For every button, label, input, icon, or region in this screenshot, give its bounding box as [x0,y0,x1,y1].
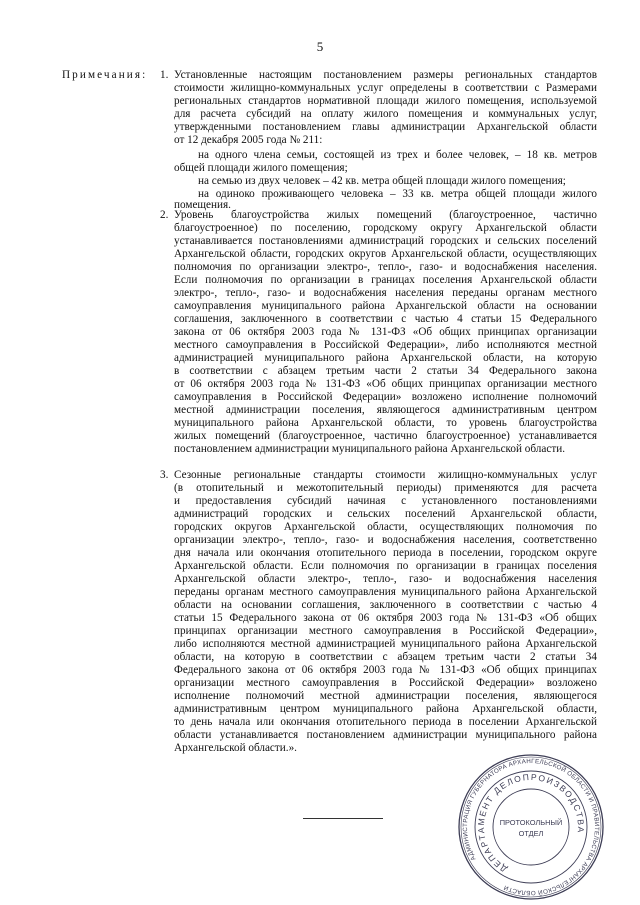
stamp-inner-text: ДЕПАРТАМЕНТ ДЕЛОПРОИЗВОДСТВА [475,771,587,875]
note-line: Федерального закона от 06 октября 2003 года № 131-ФЗ «Об общих принципах [174,664,597,676]
note-line: муниципального района Архангельской области, то уровень благоустройства [174,417,597,429]
note-line: дня начала или окончания отопительного периода в поселении, городском округе [174,547,597,559]
note-line: административным центром муниципального района Архангельской области, [174,703,597,715]
note-line: региональных стандартов нормативной площади жилого помещения, используемой [174,95,597,107]
note-line: статьи 15 Федерального закона от 06 октября 2003 года № 131-ФЗ «Об общих [174,612,597,624]
note-line: администрацией муниципального района Архангельской области, на которую [174,352,597,364]
note-line: утвержденными постановлением главы администрации Архангельской области [174,121,597,133]
note-line: соглашения, заключенного в соответствии с частью 4 статьи 15 Федерального [174,313,597,325]
note-number: 1. [160,69,169,81]
note-line: Сезонные региональные стандарты стоимости жилищно-коммунальных услуг [174,469,597,481]
note-line: либо исполняются местной администрацией муниципального района Архангельской [174,638,597,650]
note-line: принципах организации местного самоуправления в Российской Федерации», [174,625,597,637]
note-line: Архангельской области, городских округов Архангельской области, осуществляющих [174,248,597,260]
note-line: от 06 октября 2003 года № 131-ФЗ «Об общих принципах организации местного [174,378,597,390]
note-line: области, на которую в соответствии с абзацем третьим части 2 статьи 34 [174,651,597,663]
seal-stamp [456,752,606,902]
note-line: постановлением администрации муниципального района Архангельской области. [174,443,565,455]
note-line: помещения. [174,199,231,211]
note-line: (в отопительный и межотопительный периоды) применяются для расчета [174,482,597,494]
note-line: местной администрации поселения, являющегося административным центром [174,404,597,416]
stamp-center-line1: ПРОТОКОЛЬНЫЙ [499,818,563,827]
note-number: 2. [160,209,169,221]
note-line: самоуправления муниципального района Архангельской области на основании [174,300,597,312]
notes-label: Примечания: [62,69,148,81]
stamp-outer-text: АДМИНИСТРАЦИЯ ГУБЕРНАТОРА АРХАНГЕЛЬСКОЙ ОБЛАСТИ И ПРАВИТЕЛЬСТВА АРХАНГЕЛЬСКОЙ ОБЛАСТИ [461,757,601,897]
signature-divider [303,818,383,819]
note-line: закона от 06 октября 2003 года № 131-ФЗ «Об общих принципах организации [174,326,597,338]
note-line: области устанавливается постановлением администрации муниципального района [174,729,597,741]
note-line: общей площади жилого помещения; [174,162,348,174]
note-line: Установленные настоящим постановлением размеры региональных стандартов [174,69,597,81]
note-line: Архангельской области электро-, тепло-, газо- и водоснабжения населения [174,573,597,585]
note-line: и предоставления субсидий начиная с установленного постановлениями [174,495,597,507]
note-line: электро-, тепло-, газо- и водоснабжения населения переданы органам местного [174,287,597,299]
note-line: местного самоуправления в Российской Федерации», либо исполняются местной [174,339,597,351]
note-line: на семью из двух человек – 42 кв. метра общей площади жилого помещения; [198,175,566,187]
note-line: администраций городских и сельских поселений Архангельской области, [174,508,597,520]
note-number: 3. [160,469,169,481]
note-line: благоустроенное) по поселению, городскому округу Архангельской области [174,222,597,234]
note-line: для расчета субсидий на оплату жилого помещения и коммунальных услуг, [174,108,597,120]
note-line: на одного члена семьи, состоящей из трех и более человек, – 18 кв. метров [198,149,597,161]
page-number: 5 [316,39,324,54]
note-line: самоуправления в Российской Федерации» возложено исполнение полномочий [174,391,597,403]
note-line: устанавливается постановлениями администраций городских и сельских поселений [174,235,597,247]
note-line: городских округов Архангельской области, осуществляющих полномочия по [174,521,597,533]
note-line: организации электро-, тепло-, газо- и водоснабжения населения, соответственно [174,534,597,546]
note-line: то день начала или окончания отопительного периода в поселении Архангельской [174,716,597,728]
note-line: исполнение полномочий местной администрации поселения, являющегося [174,690,597,702]
note-line: Если полномочия по организации в границах поселения Архангельской области [174,274,597,286]
note-line: переданы органам местного самоуправления муниципального района Архангельской [174,586,597,598]
note-line: Архангельской области. Если полномочия по организации в границах поселения [174,560,597,572]
note-line: в соответствии с абзацем третьим части 2 статьи 34 Федерального закона [174,365,597,377]
note-line: Архангельской области.». [174,742,297,754]
stamp-center-line2: ОТДЕЛ [518,829,544,838]
note-line: стоимости жилищно-коммунальных услуг определены в соответствии с Размерами [174,82,597,94]
note-line: организации местного самоуправления в Российской Федерации» возложено [174,677,597,689]
note-line: Уровень благоустройства жилых помещений (благоустроенное, частично [174,209,597,221]
note-line: от 12 декабря 2005 года № 211: [174,134,323,146]
note-line: на одиноко проживающего человека – 33 кв. метра общей площади жилого [198,188,597,200]
note-line: области на основании соглашения, заключенного в соответствии с частью 4 [174,599,597,611]
note-line: жилых помещений (благоустроенное, частично благоустроенное) устанавливается [174,430,597,442]
note-line: полномочия по организации электро-, тепло-, газо- и водоснабжения населения. [174,261,597,273]
